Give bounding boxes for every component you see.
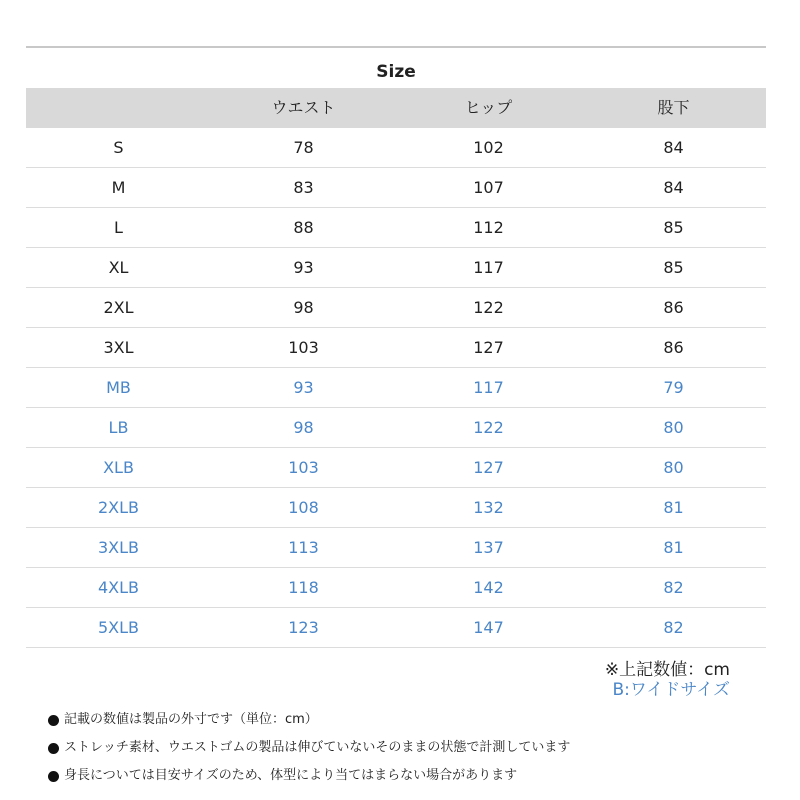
cell-hip: 122: [473, 298, 504, 317]
cell-waist: 108: [288, 498, 319, 517]
cell-waist: 78: [293, 138, 314, 157]
cell-hip: 132: [473, 498, 504, 517]
cell-hip: 107: [473, 178, 504, 197]
cell-size: LB: [108, 418, 129, 437]
notes-list: [48, 706, 768, 790]
cell-size: 5XLB: [97, 618, 140, 637]
table-row: [26, 448, 766, 488]
table-row: [26, 208, 766, 248]
cell-hip: 102: [473, 138, 504, 157]
wide-size-note: B:ワイドサイズ: [612, 680, 730, 700]
cell-size: XLB: [103, 458, 134, 477]
table-row: [26, 248, 766, 288]
cell-waist: 118: [288, 578, 319, 597]
cell-inseam: 82: [663, 578, 684, 597]
cell-inseam: 84: [663, 178, 684, 197]
note-item: [48, 734, 768, 762]
table-body: [26, 128, 766, 648]
header-inseam: 股下: [657, 98, 690, 117]
bullet-icon: [48, 743, 59, 754]
note-text: 記載の数値は製品の外寸です（単位：cm）: [64, 712, 318, 727]
note-text: 身長については目安サイズのため、体型により当てはまらない場合があります: [64, 768, 518, 783]
cell-size: L: [114, 218, 123, 237]
cell-inseam: 85: [663, 258, 684, 277]
cell-inseam: 81: [663, 538, 684, 557]
unit-note: ※上記数値：cm: [604, 660, 730, 680]
cell-hip: 122: [473, 418, 504, 437]
table-row: [26, 328, 766, 368]
cell-waist: 83: [293, 178, 314, 197]
note-text: ストレッチ素材、ウエストゴムの製品は伸びていないそのままの状態で計測しています: [64, 740, 571, 755]
cell-inseam: 82: [663, 618, 684, 637]
cell-waist: 103: [288, 338, 319, 357]
cell-waist: 113: [288, 538, 319, 557]
cell-size: 3XLB: [97, 538, 140, 557]
cell-size: M: [111, 178, 126, 197]
table-header-row: [26, 88, 766, 128]
cell-size: 4XLB: [97, 578, 140, 597]
table-row: [26, 608, 766, 648]
cell-hip: 112: [473, 218, 504, 237]
table-title: Size: [376, 62, 416, 82]
table-row: [26, 568, 766, 608]
cell-hip: 117: [473, 258, 504, 277]
cell-waist: 93: [293, 258, 314, 277]
cell-size: 2XLB: [97, 498, 140, 517]
bullet-icon: [48, 771, 59, 782]
table-row: [26, 288, 766, 328]
cell-waist: 98: [293, 418, 314, 437]
header-waist: ウエスト: [271, 98, 336, 117]
table-row: [26, 488, 766, 528]
top-divider: [26, 46, 766, 48]
cell-waist: 103: [288, 458, 319, 477]
cell-size: MB: [106, 378, 131, 397]
unit-note-block: [605, 660, 730, 700]
header-hip: ヒップ: [464, 98, 513, 117]
cell-inseam: 86: [663, 338, 684, 357]
cell-hip: 142: [473, 578, 504, 597]
cell-waist: 93: [293, 378, 314, 397]
table-row: [26, 408, 766, 448]
cell-waist: 123: [288, 618, 319, 637]
cell-hip: 127: [473, 458, 504, 477]
cell-inseam: 84: [663, 138, 684, 157]
note-item: [48, 706, 768, 734]
table-row: [26, 168, 766, 208]
cell-waist: 98: [293, 298, 314, 317]
cell-hip: 117: [473, 378, 504, 397]
cell-inseam: 79: [663, 378, 684, 397]
cell-size: 3XL: [103, 338, 134, 357]
cell-size: 2XL: [103, 298, 134, 317]
cell-inseam: 80: [663, 418, 684, 437]
cell-inseam: 85: [663, 218, 684, 237]
cell-hip: 137: [473, 538, 504, 557]
cell-inseam: 86: [663, 298, 684, 317]
cell-hip: 127: [473, 338, 504, 357]
cell-inseam: 80: [663, 458, 684, 477]
table-row: [26, 368, 766, 408]
cell-inseam: 81: [663, 498, 684, 517]
size-table: [26, 88, 766, 648]
table-row: [26, 528, 766, 568]
cell-hip: 147: [473, 618, 504, 637]
cell-size: XL: [108, 258, 129, 277]
cell-waist: 88: [293, 218, 314, 237]
bullet-icon: [48, 715, 59, 726]
note-item: [48, 762, 768, 790]
cell-size: S: [113, 138, 124, 157]
table-row: [26, 128, 766, 168]
